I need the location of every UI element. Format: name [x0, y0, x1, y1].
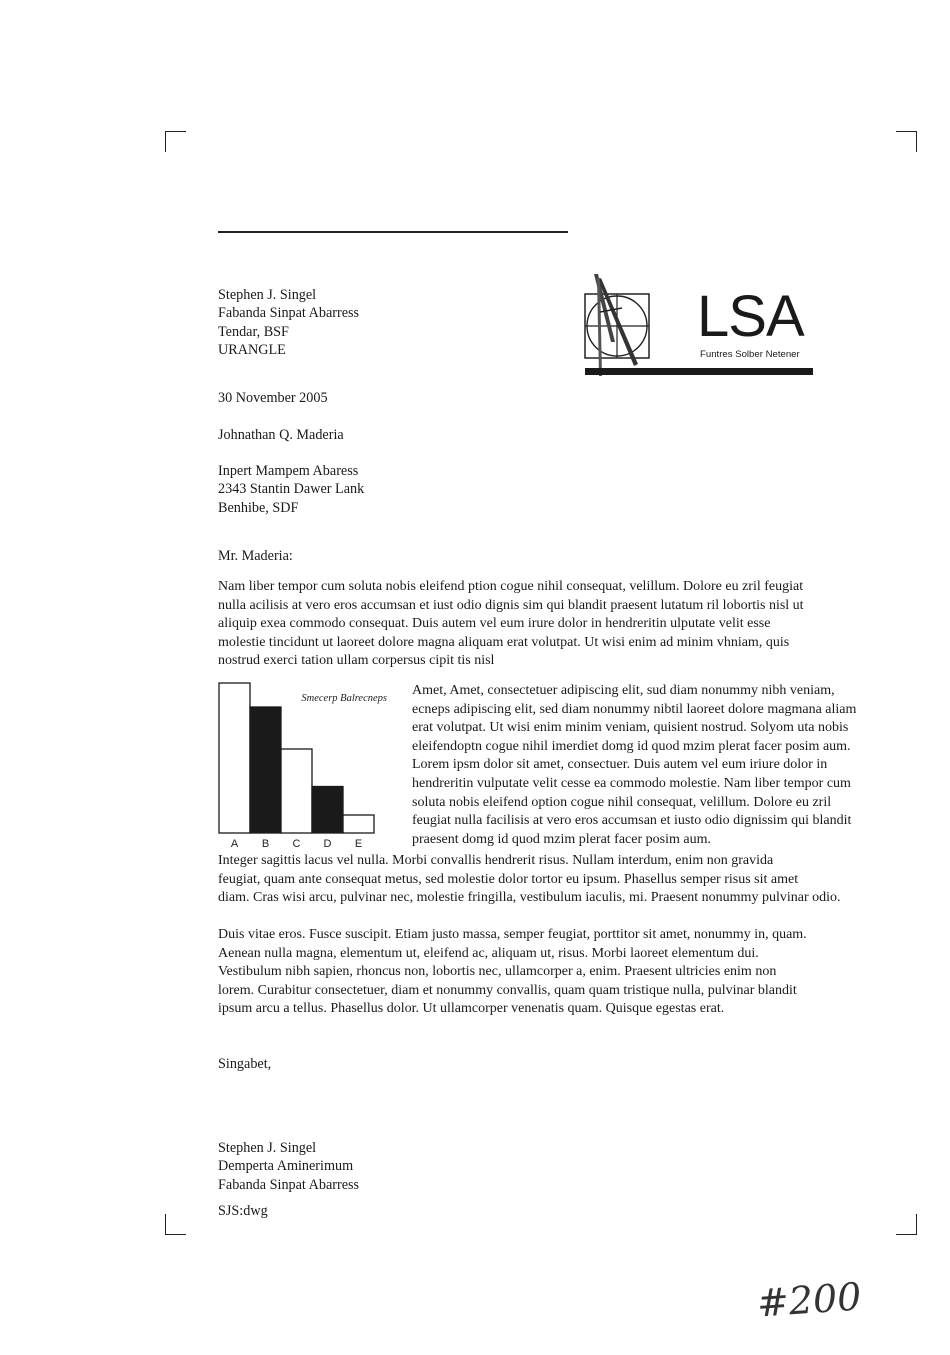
- text-line: nulla acilisis at vero eros accumsan et iust odio dignis sim qui blandit praesent lutatum ril lobortis nisl ut: [218, 597, 804, 613]
- handwritten-number: #200: [755, 1274, 863, 1326]
- closing: [218, 1055, 271, 1073]
- address-line: 2343 Stantin Dawer Lank: [218, 481, 365, 498]
- date: [218, 389, 328, 407]
- tick-label-D: D: [323, 838, 332, 850]
- date-text: 30 November 2005: [218, 390, 328, 406]
- signature-line: Fabanda Sinpat Abarress: [218, 1176, 360, 1193]
- logo-tagline: Funtres Solber Netener: [700, 349, 800, 360]
- salutation-text: Mr. Maderia:: [218, 548, 293, 564]
- initials-text: SJS:dwg: [218, 1203, 268, 1219]
- tick-label-E: E: [354, 838, 363, 850]
- address-line: Inpert Mampem Abaress: [218, 463, 359, 479]
- salutation: [218, 547, 293, 565]
- tick-label-C: C: [292, 838, 301, 850]
- text-line: soluta nobis eleifend option cogue nihil consequat, velillum. Dolore eu zril: [412, 794, 832, 810]
- header-rule: [218, 231, 568, 233]
- sender-line: Fabanda Sinpat Abarress: [218, 305, 360, 322]
- signature-block: [218, 1139, 359, 1194]
- sender-block: [218, 286, 359, 360]
- text-line: Nam liber tempor cum soluta nobis eleifend ption cogue nihil consequat, velillum. Dolore eu zril feugiat: [218, 579, 804, 594]
- text-line: Vestibulum nibh sapien, rhoncus non, lobortis nec, ullamcorper a, enim. Praesent ultricies enim non: [218, 964, 777, 980]
- bar-C: [281, 749, 312, 833]
- crop-mark-bottom-right: [896, 1214, 917, 1235]
- compass-logo-icon: [580, 272, 660, 380]
- paragraph-3: [218, 926, 807, 1019]
- text-line: hendreritin vulputate velit cesse ea commodo molestie. Nam liber tempor cum: [412, 775, 851, 791]
- bar-A: [219, 683, 250, 833]
- text-line: Duis vitae eros. Fusce suscipit. Etiam justo massa, semper feugiat, porttitor sit amet, nonummy in, quam.: [218, 927, 807, 942]
- closing-text: Singabet,: [218, 1056, 272, 1072]
- text-line: nostrud exerci tation ullam corpersus cipit tis nisl: [218, 653, 495, 669]
- text-line: feugiat nulla facilisis at vero eros accumsan et iusto odio dignissim qui blandit: [412, 813, 852, 829]
- text-line: Integer sagittis lacus vel nulla. Morbi convallis hendrerit risus. Nullam interdum, enim non gravida: [218, 853, 774, 868]
- bar-E: [343, 815, 374, 833]
- text-line: feugiat, quam ante consequat metus, sed molestie dolor tortor eu ipsum. Phasellus semper risus sit amet: [218, 871, 799, 887]
- text-line: ecneps adipiscing elit, sed diam nonummy nibtil laoreet dolore magmana aliam: [412, 701, 857, 717]
- text-line: eleifendoptn cogue nihil imerdiet domg id quod mzim plerat facer posim aum.: [412, 738, 851, 754]
- address-line: Benhibe, SDF: [218, 499, 299, 516]
- chart-title: Smecerp Balrecneps: [301, 693, 387, 704]
- text-line: Lorem ipsm dolor sit amet, consectuer. Duis autem vel eum iriure dolor in: [412, 757, 828, 773]
- recipient-name-text: Johnathan Q. Maderia: [218, 427, 344, 443]
- text-line: diam. Cras wisi arcu, pulvinar nec, molestie fringilla, vestibulum iaculis, mi. Praesent nonummy pulvinar odio.: [218, 890, 841, 906]
- sender-line: URANGLE: [218, 342, 286, 359]
- tick-label-A: A: [230, 838, 239, 850]
- text-line: molestie tincidunt ut laoreet dolore magna aliquam erat volutpat. Ut wisi enim ad minim vhniam, quis: [218, 634, 790, 650]
- crop-mark-top-left: [165, 131, 186, 152]
- text-line: Amet, Amet, consectetuer adipiscing elit, sud diam nonummy nibh veniam,: [412, 683, 835, 698]
- text-line: aliquip exea commodo consequat. Duis autem vel eum irure dolor in hendreritin ulputate velit esse: [218, 616, 771, 632]
- paragraph-2-full: [218, 852, 841, 908]
- text-line: praesent domg id quod mzim plerat facer posim aum.: [412, 831, 711, 847]
- text-line: Aenean nulla magna, elementum ut, eleifend ac, aliquam ut, risus. Morbi laoreet elementum dui.: [218, 945, 759, 961]
- bar-D: [312, 787, 343, 834]
- logo-wordmark: LSA: [697, 284, 804, 349]
- text-line: lorem. Curabitur consectetuer, diam et nonummy convallis, quam quam tristique nulla, pulvinar blandit: [218, 982, 797, 998]
- bar-B: [250, 707, 281, 833]
- signature-line: Stephen J. Singel: [218, 1140, 317, 1156]
- recipient-address: [218, 462, 364, 517]
- crop-mark-top-right: [896, 131, 917, 152]
- signature-line: Demperta Aminerimum: [218, 1158, 354, 1175]
- bar-chart: [212, 678, 392, 853]
- sender-line: Tendar, BSF: [218, 323, 289, 340]
- logo-rule: [585, 368, 813, 375]
- text-line: erat volutpat. Ut wisi enim minim veniam, quisient nostrud. Solyom uta nobis: [412, 720, 849, 736]
- paragraph-1: [218, 578, 804, 671]
- tick-label-B: B: [261, 838, 270, 850]
- recipient-name: [218, 426, 344, 444]
- sender-line: Stephen J. Singel: [218, 287, 317, 303]
- text-line: ipsum arcu a tellus. Phasellus dolor. Ut ullamcorper venenatis quam. Quisque egestas erat.: [218, 1001, 725, 1017]
- crop-mark-bottom-left: [165, 1214, 186, 1235]
- paragraph-2-side: [412, 682, 856, 849]
- initials: [218, 1202, 268, 1220]
